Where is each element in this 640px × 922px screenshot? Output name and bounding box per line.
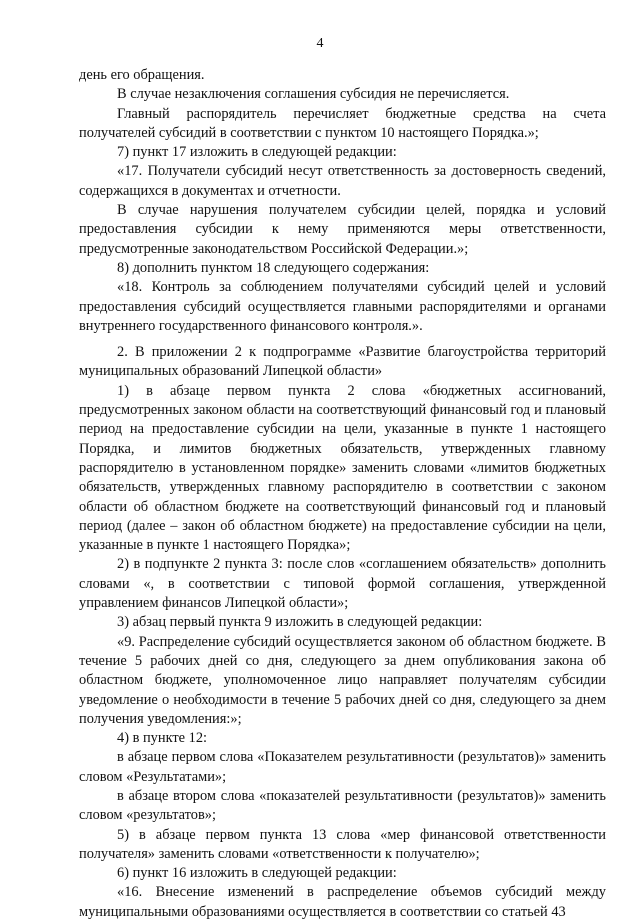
paragraph: В случае незаключения соглашения субсидия не перечисляется. [117, 86, 510, 103]
paragraph: «18. Контроль за соблюдением получателями субсидий целей и условий предоставления субсидий осуществляется главными распорядителями и органами внутреннего государственного финансового контроля.». [79, 279, 606, 334]
paragraph: 4) в пункте 12: [117, 730, 208, 747]
paragraph: 1) в абзаце первом пункта 2 слова «бюджетных ассигнований, предусмотренных законом области на соответствующий финансовый год и плановый период на предоставление субсидии на цели, указанные в пункте 1 настоящего Порядка, и лимитов бюджетных обязательств, утвержденных главному распорядителю в установленном порядке» заменить словами «лимитов бюджетных обязательств, утвержденных главному распорядителю в соответствии с законом области об областном бюджете на соответствующий финансовый год и плановый период (далее – закон об областном бюджете) на предоставление субсидии на цели, указанные в пункте 1 настоящего Порядка»; [79, 382, 606, 554]
paragraph: в абзаце втором слова «показателей результативности (результатов)» заменить словом «результатов»; [79, 787, 606, 824]
paragraph: «9. Распределение субсидий осуществляется законом об областном бюджете. В течение 5 рабочих дней со дня, следующего за днем опубликования закона об областном бюджете, уполномоченное лицо направляет получателям субсидии уведомление о необходимости в течение 5 рабочих дней со дня, следующего за днем получения уведомления:»; [79, 633, 606, 727]
paragraph: В случае нарушения получателем субсидии целей, порядка и условий предоставления субсидии к нему применяются меры ответственности, предусмотренные законодательством Российской Федерации.»; [79, 202, 606, 257]
paragraph: 3) абзац первый пункта 9 изложить в следующей редакции: [117, 614, 483, 631]
paragraph: 7) пункт 17 изложить в следующей редакции: [117, 144, 397, 161]
document-body [79, 66, 606, 922]
paragraph: «16. Внесение изменений в распределение объемов субсидий между муниципальными образованиями осуществляется в соответствии со статьей 43 [79, 884, 606, 920]
paragraph: 8) дополнить пунктом 18 следующего содержания: [117, 259, 430, 276]
paragraph: 2) в подпункте 2 пункта 3: после слов «соглашением обязательств» дополнить словами «, в соответствии с типовой формой соглашения, утвержденной управлением финансов Липецкой области»; [79, 556, 606, 612]
paragraph: в абзаце первом слова «Показателем результативности (результатов)» заменить словом «Результатами»; [79, 749, 606, 785]
paragraph: 5) в абзаце первом пункта 13 слова «мер финансовой ответственности получателя» заменить словами «ответственности к получателю»; [79, 826, 606, 862]
paragraph: день его обращения. [79, 67, 205, 83]
section-heading: 2. В приложении 2 к подпрограмме «Развитие благоустройства территорий муниципальных образований Липецкой области» [79, 344, 606, 380]
page-number: 4 [316, 36, 324, 51]
paragraph: «17. Получатели субсидий несут ответственность за достоверность сведений, содержащихся в документах и отчетности. [79, 163, 606, 199]
paragraph: 6) пункт 16 изложить в следующей редакции: [117, 865, 397, 882]
paragraph: Главный распорядитель перечисляет бюджетные средства на счета получателей субсидий в соответствии с пунктом 10 настоящего Порядка.»; [79, 105, 606, 141]
